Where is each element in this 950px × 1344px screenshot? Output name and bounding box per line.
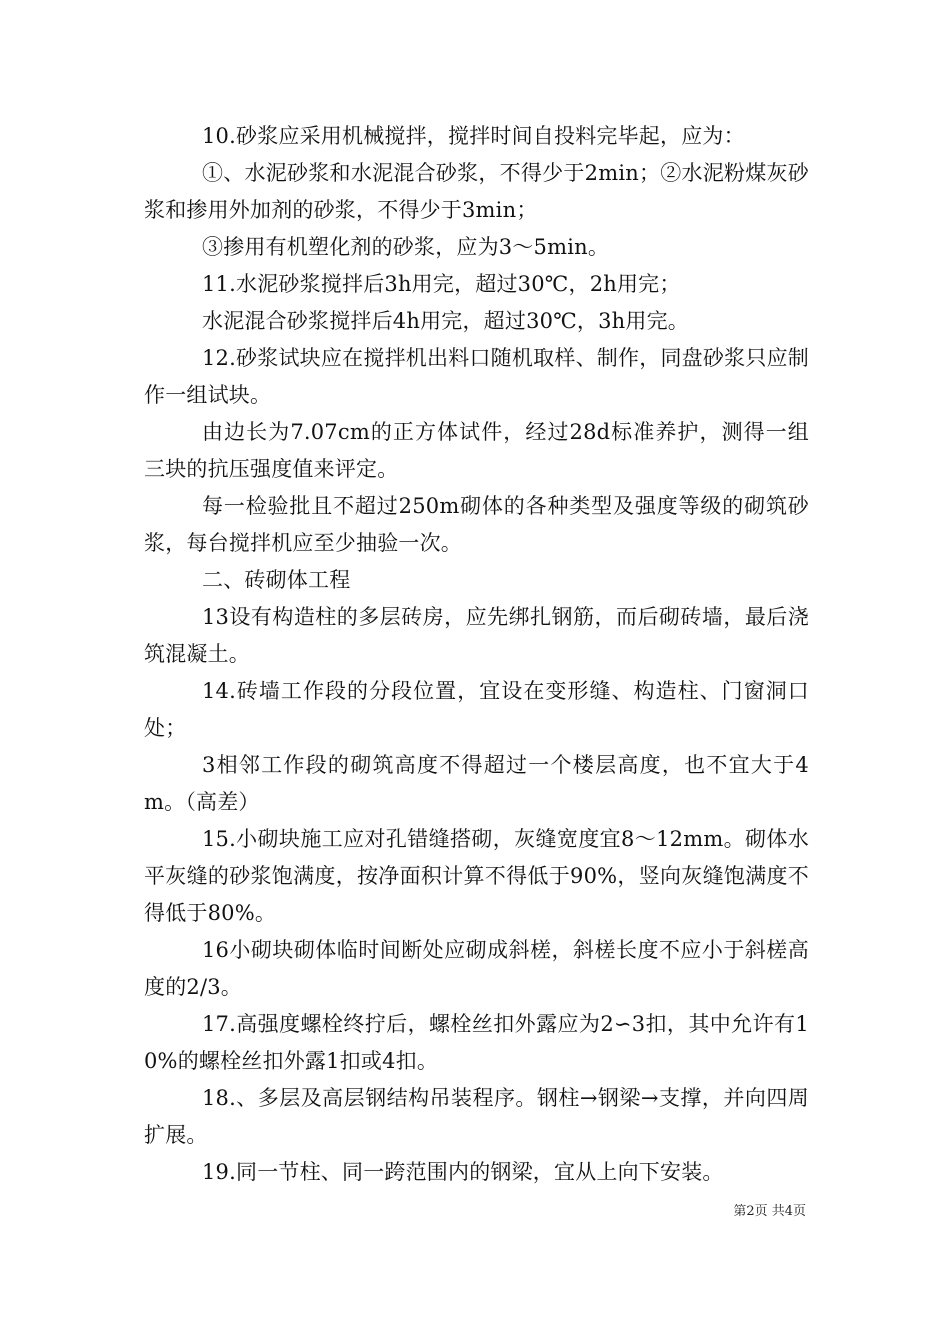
paragraph-11: 11.水泥砂浆搅拌后3h用完，超过30℃，2h用完；: [202, 272, 681, 296]
paragraph-15: 15.小砌块施工应对孔错缝搭砌，灰缝宽度宜8～12mm。砌体水平灰缝的砂浆饱满度，按净面积计算不得低于90%，竖向灰缝饱满度不得低于80%。: [144, 827, 809, 925]
paragraph-19: 19.同一节柱、同一跨范围内的钢梁，宜从上向下安装。: [202, 1160, 724, 1184]
paragraph-14-height: 3相邻工作段的砌筑高度不得超过一个楼层高度，也不宜大于4m。（高差）: [144, 753, 809, 814]
page-number-footer: 第2页 共4页: [733, 1204, 806, 1219]
paragraph-10-item-3: ③掺用有机塑化剂的砂浆，应为3～5min。: [202, 235, 610, 259]
paragraph-12-sampling: 每一检验批且不超过250m砌体的各种类型及强度等级的砌筑砂浆，每台搅拌机应至少抽验一次。: [144, 494, 809, 555]
paragraph-18: 18.、多层及高层钢结构吊装程序。钢柱→钢梁→支撑，并向四周扩展。: [144, 1086, 809, 1147]
paragraph-10: 10.砂浆应采用机械搅拌，搅拌时间自投料完毕起，应为：: [202, 124, 745, 148]
paragraph-17: 17.高强度螺栓终拧后，螺栓丝扣外露应为2∽3扣，其中允许有10%的螺栓丝扣外露1扣或4扣。: [144, 1012, 809, 1073]
paragraph-14: 14.砖墙工作段的分段位置，宜设在变形缝、构造柱、门窗洞口处；: [144, 679, 809, 740]
document-body: [144, 118, 809, 1191]
paragraph-12-specimen: 由边长为7.07cm的正方体试件，经过28d标准养护，测得一组三块的抗压强度值来评定。: [144, 420, 809, 481]
paragraph-12: 12.砂浆试块应在搅拌机出料口随机取样、制作，同盘砂浆只应制作一组试块。: [144, 346, 809, 407]
paragraph-13: 13设有构造柱的多层砖房，应先绑扎钢筋，而后砌砖墙，最后浇筑混凝土。: [144, 605, 809, 666]
section-heading-brick-masonry: 二、砖砌体工程: [202, 568, 351, 592]
paragraph-11-mixed: 水泥混合砂浆搅拌后4h用完，超过30℃，3h用完。: [202, 309, 689, 333]
paragraph-10-item-1-2: ①、水泥砂浆和水泥混合砂浆，不得少于2min；②水泥粉煤灰砂浆和掺用外加剂的砂浆，不得少于3min；: [144, 161, 809, 222]
paragraph-16: 16小砌块砌体临时间断处应砌成斜槎，斜槎长度不应小于斜槎高度的2/3。: [144, 938, 809, 999]
